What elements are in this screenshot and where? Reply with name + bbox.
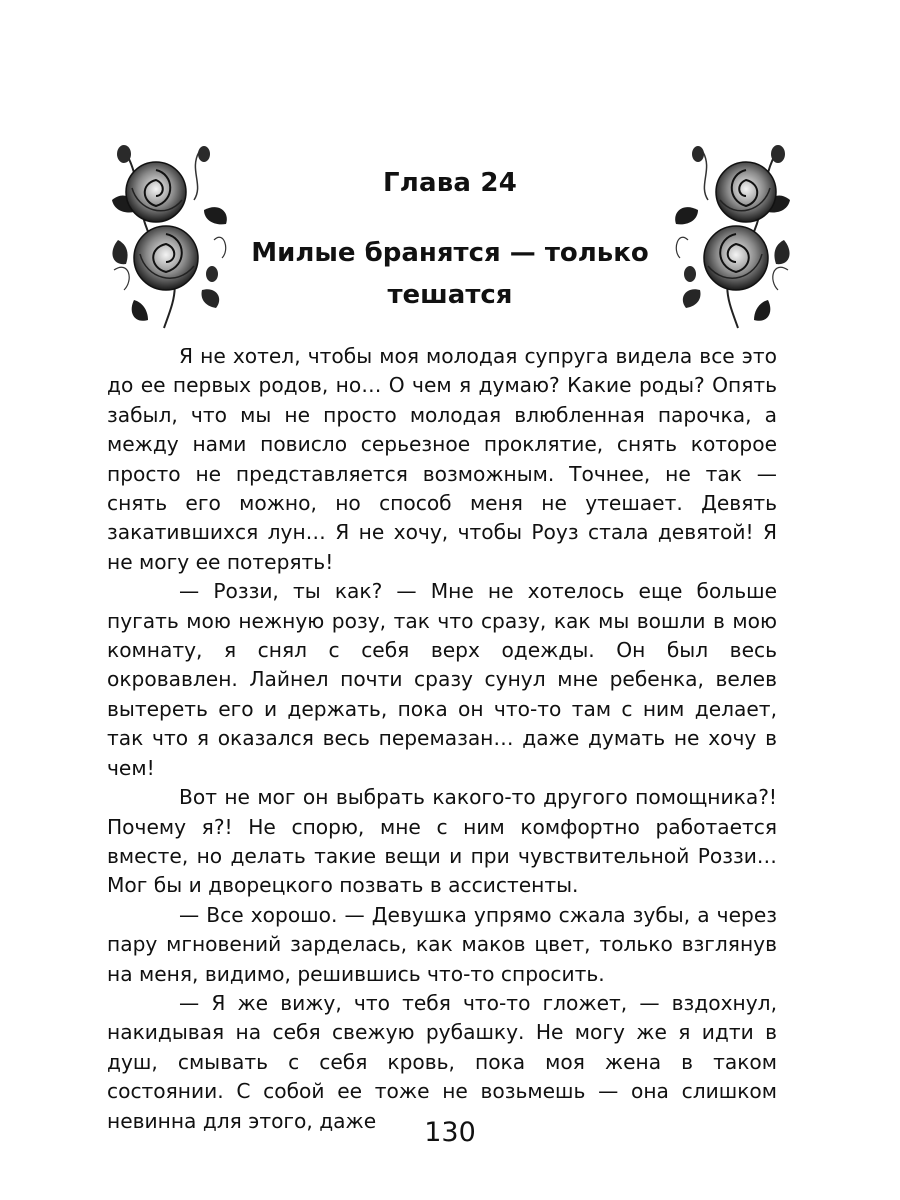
chapter-title: Милые бранятся — только тешатся bbox=[251, 238, 649, 310]
rose-ornament-right-icon bbox=[670, 140, 798, 330]
paragraph: Вот не мог он выбрать какого-то другого помощника?! Почему я?! Не спорю, мне с ним комфортно работается вместе, но делать такие вещи и при чувствительной Роззи… Мог бы и дворецкого позвать в ассистенты. bbox=[107, 785, 777, 898]
page-number: 130 bbox=[424, 1117, 476, 1148]
paragraph: — Все хорошо. — Девушка упрямо сжала зубы, а через пару мгновений зарделась, как маков цвет, только взглянув на меня, видимо, решившись что-то спросить. bbox=[107, 902, 777, 986]
chapter-number: Глава 24 bbox=[383, 168, 517, 198]
paragraph: — Роззи, ты как? — Мне не хотелось еще больше пугать мою нежную розу, так что сразу, как мы вошли в мою комнату, я снял с себя верх одежды. Он был весь окровавлен. Лайнел почти сразу сунул мне ребенка, велев вытереть его и держать, пока он что-то там с ним делает, так что я оказался весь перемазан… даже думать не хочу в чем! bbox=[107, 579, 777, 780]
paragraph: — Я же вижу, что тебя что-то гложет, — вздохнул, накидывая на себя свежую рубашку. Не могу же я идти в душ, смывать с себя кровь, пока моя жена в таком состоянии. С собой ее тоже не возьмешь — она слишком невинна для этого, даже bbox=[107, 990, 777, 1133]
body-text bbox=[107, 342, 777, 1136]
rose-ornament-left-icon bbox=[104, 140, 232, 330]
paragraph: Я не хотел, чтобы моя молодая супруга видела все это до ее первых родов, но… О чем я думаю? Какие роды? Опять забыл, что мы не просто молодая влюбленная парочка, а между нами повисло серьезное проклятие, снять которое просто не представляется возможным. Точнее, не так — снять его можно, но способ меня не утешает. Девять закатившихся лун… Я не хочу, чтобы Роуз стала девятой! Я не могу ее потерять! bbox=[107, 344, 777, 574]
